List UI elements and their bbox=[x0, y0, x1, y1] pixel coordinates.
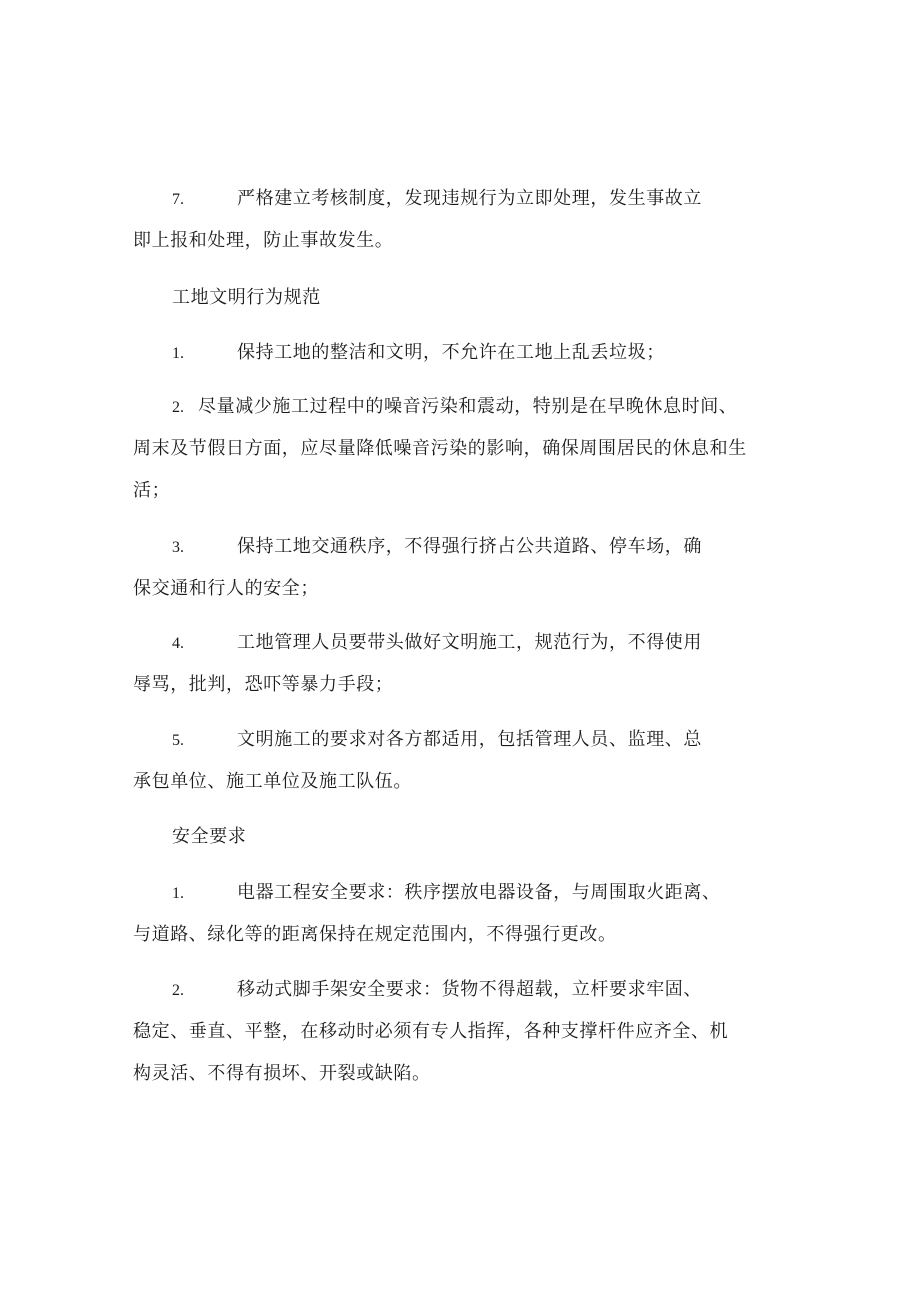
paragraph-line: 辱骂，批判，恐吓等暴力手段； bbox=[133, 674, 394, 695]
section-heading: 安全要求 bbox=[172, 826, 247, 847]
paragraph-line: 保持工地交通秩序，不得强行挤占公共道路、停车场，确 bbox=[237, 536, 702, 557]
item-number: 7. bbox=[172, 191, 184, 208]
paragraph-line: 保交通和行人的安全； bbox=[133, 578, 319, 599]
item-number: 3. bbox=[172, 539, 184, 556]
item-number: 1. bbox=[172, 885, 184, 902]
paragraph-line: 承包单位、施工单位及施工队伍。 bbox=[133, 771, 412, 792]
paragraph-line: 工地管理人员要带头做好文明施工，规范行为，不得使用 bbox=[237, 632, 702, 653]
item-number: 1. bbox=[172, 345, 184, 362]
paragraph-line: 构灵活、不得有损坏、开裂或缺陷。 bbox=[133, 1063, 431, 1084]
paragraph-line: 活； bbox=[133, 480, 171, 501]
item-number: 4. bbox=[172, 635, 184, 652]
paragraph-line: 即上报和处理，防止事故发生。 bbox=[133, 230, 394, 251]
paragraph-line: 与道路、绿化等的距离保持在规定范围内，不得强行更改。 bbox=[133, 924, 617, 945]
section-heading: 工地文明行为规范 bbox=[172, 287, 321, 308]
item-number: 2. bbox=[172, 982, 184, 999]
paragraph-line: 周末及节假日方面，应尽量降低噪音污染的影响，确保周围居民的休息和生 bbox=[133, 438, 747, 459]
paragraph-line: 电器工程安全要求：秩序摆放电器设备，与周围取火距离、 bbox=[237, 882, 721, 903]
item-number: 5. bbox=[172, 732, 184, 749]
paragraph-line: 严格建立考核制度，发现违规行为立即处理，发生事故立 bbox=[237, 188, 702, 209]
paragraph-line: 文明施工的要求对各方都适用，包括管理人员、监理、总 bbox=[237, 729, 702, 750]
paragraph-line: 移动式脚手架安全要求：货物不得超载，立杆要求牢固、 bbox=[237, 979, 702, 1000]
paragraph-line: 稳定、垂直、平整，在移动时必须有专人指挥，各种支撑杆件应齐全、机 bbox=[133, 1021, 729, 1042]
paragraph-line: 保持工地的整洁和文明，不允许在工地上乱丢垃圾； bbox=[237, 342, 665, 363]
item-number: 2. bbox=[172, 399, 184, 416]
paragraph-line: 尽量减少施工过程中的噪音污染和震动，特别是在早晚休息时间、 bbox=[198, 396, 738, 417]
